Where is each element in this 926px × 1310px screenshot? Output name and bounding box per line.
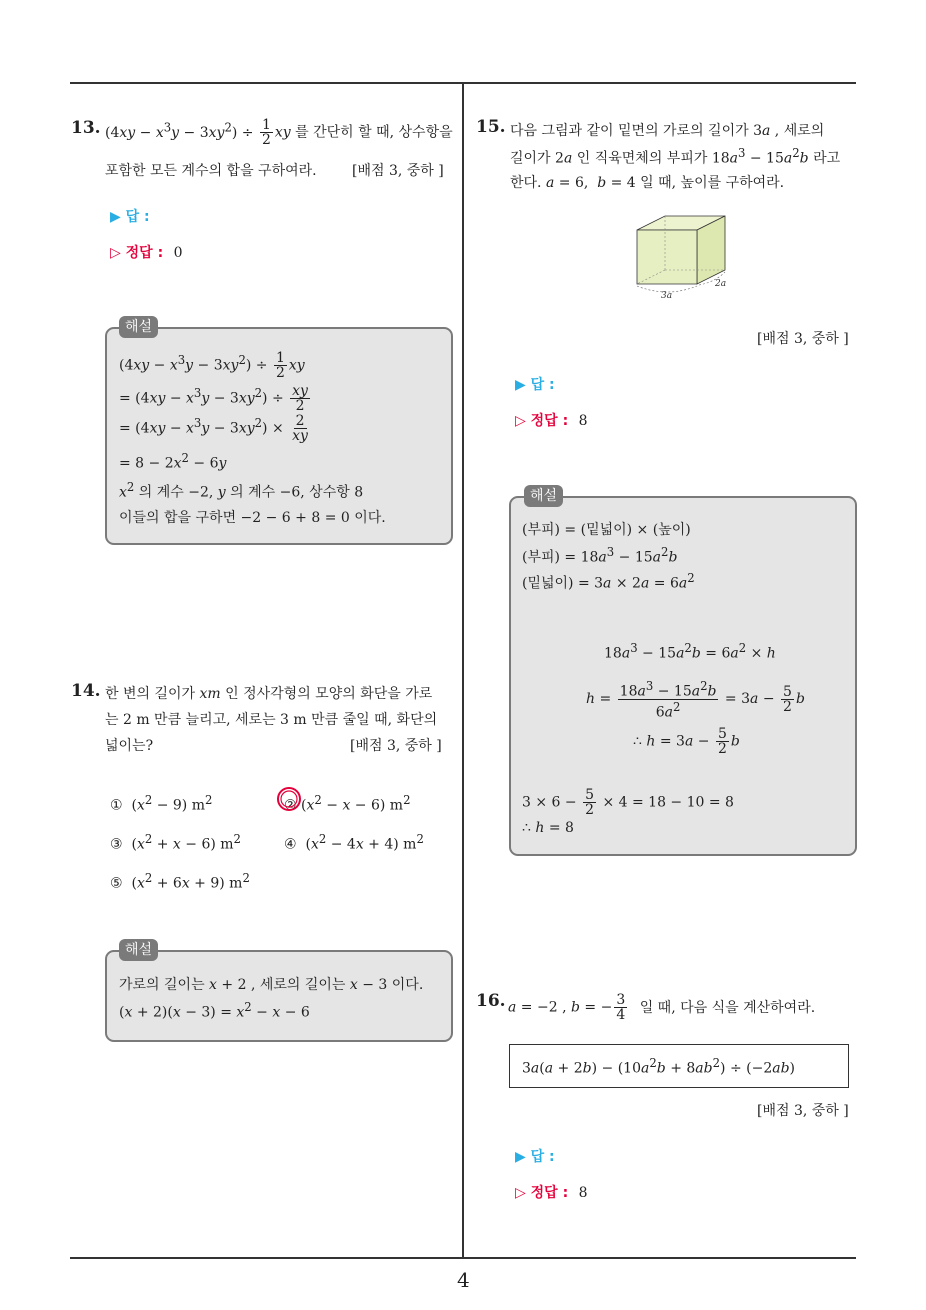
q15-sol-line4: $18a^3 - 15a^2b = 6a^2 \times h$: [604, 641, 776, 662]
fig-label-width: 3a: [661, 291, 673, 301]
q15-sol-line7: 3 × 6 − $\frac{5}{2}$ × 4 = 18 − 10 = 8: [522, 787, 734, 818]
q13-sol-line1: $(4xy - x^3y - 3xy^2)$ ÷ $\frac{1}{2}$ xy: [119, 350, 305, 381]
q13-sol-line2: = $(4xy - x^3y - 3xy^2)$ ÷ $\frac{xy}{2}$: [119, 383, 308, 414]
q15-score: [배점 3, 중하 ]: [757, 331, 849, 347]
q14-line3: 넓이는?: [105, 738, 154, 754]
q16-score: [배점 3, 중하 ]: [757, 1103, 849, 1119]
q13-sol-line3: = $(4xy - x^3y - 3xy^2)$ × $\frac{2}{xy}$: [119, 413, 308, 444]
q15-sol-line1: (부피) = (밑넓이) × (높이): [522, 522, 691, 538]
fig-label-depth: 2a: [715, 279, 727, 289]
q15-line2: 길이가 2a 인 직육면체의 부피가 $18a^3 - 15a^2b$ 라고: [510, 146, 841, 167]
q14-score: [배점 3, 중하 ]: [350, 738, 442, 754]
q16-correct: [515, 1182, 588, 1202]
q14-solution-tag: 해설: [119, 939, 158, 961]
q16-correct-value: 8: [578, 1185, 588, 1201]
q14-line1: 한 변의 길이가 xm 인 정사각형의 모양의 화단을 가로: [105, 686, 433, 702]
q15-line1: 다음 그림과 같이 밑면의 가로의 길이가 3a , 세로의: [510, 123, 825, 139]
q13-stem-line1: $(4xy - x^3y - 3xy^2)$ ÷ $\frac{1}{2}$ xy 를 간단히 할 때, 상수항을: [105, 117, 453, 148]
q14-choice-1[interactable]: ① $(x^2 - 9)$ $m^2$: [110, 793, 213, 814]
q14-line2: 는 2 m 만큼 늘리고, 세로는 3 m 만큼 줄일 때, 화단의: [105, 712, 438, 728]
q13-correct: [110, 242, 183, 262]
q16-stem: a = −2 , b = − $\frac{3}{4}$ 일 때, 다음 식을 계산하여라.: [508, 992, 816, 1023]
q16-number: 16.: [476, 991, 506, 1011]
q14-answer-circle: [274, 784, 304, 814]
q13-number: 13.: [71, 118, 101, 138]
q13-sol-line4: = $8 - 2x^2 - 6y$: [119, 451, 227, 472]
q14-choice-5[interactable]: ⑤ $(x^2 + 6x + 9)$ $m^2$: [110, 871, 250, 892]
q15-sol-line5: h = $\frac{18a^3 - 15a^2b}{6a^2}$ = 3a − $\frac{5}{2}$ b: [586, 679, 805, 721]
q13-answer-label: ▶ 답 :: [110, 209, 150, 225]
q15-correct: [515, 410, 588, 430]
q15-correct-value: 8: [578, 413, 588, 429]
q15-number: 15.: [476, 117, 506, 137]
q13-sol-line5: $x^2$ 의 계수 −2, y 의 계수 −6, 상수항 8: [119, 480, 364, 501]
correct-label: ▷ 정답 :: [515, 413, 569, 429]
q15-line3: 한다. a = 6, b = 4 일 때, 높이를 구하여라.: [510, 175, 785, 191]
correct-label: ▷ 정답 :: [110, 245, 164, 261]
q15-answer-label: ▶ 답 :: [515, 377, 555, 393]
q14-number: 14.: [71, 681, 101, 701]
q15-sol-line6: ∴ h = 3a − $\frac{5}{2}$ b: [633, 726, 740, 757]
q14-choice-2[interactable]: ② $(x^2 - x - 6)$ $m^2$: [284, 793, 411, 814]
q16-expression: $3a(a + 2b) - (10a^2b + 8ab^2) \div (-2ab)$: [522, 1056, 796, 1077]
q13-text-a: 를 간단히 할 때, 상수항을: [295, 124, 453, 141]
page-number: 4: [457, 1268, 470, 1292]
q14-solution-box: [105, 950, 453, 1042]
cuboid-figure: [625, 212, 745, 302]
q13-score: [배점 3, 중하 ]: [352, 163, 444, 179]
q15-sol-line2: (부피) = $18a^3 - 15a^2b$: [522, 545, 678, 566]
q14-sol-line2: $(x + 2)(x - 3) = x^2 - x - 6$: [119, 1000, 310, 1021]
q14-choice-3[interactable]: ③ $(x^2 + x - 6)$ $m^2$: [110, 832, 241, 853]
q13-sol-line6: 이들의 합을 구하면 −2 − 6 + 8 = 0 이다.: [119, 510, 386, 526]
q13-stem-line2: 포함한 모든 계수의 합을 구하여라.: [105, 163, 317, 179]
q15-sol-line8: ∴ h = 8: [522, 820, 574, 836]
q13-solution-tag: 해설: [119, 316, 158, 338]
q16-text: 일 때, 다음 식을 계산하여라.: [639, 999, 816, 1016]
q14-sol-line1: 가로의 길이는 x + 2 , 세로의 길이는 x − 3 이다.: [119, 977, 424, 993]
correct-label: ▷ 정답 :: [515, 1185, 569, 1201]
q14-choice-4[interactable]: ④ $(x^2 - 4x + 4)$ $m^2$: [284, 832, 424, 853]
column-divider: [462, 82, 464, 1258]
q15-solution-tag: 해설: [524, 485, 563, 507]
q13-correct-value: 0: [173, 245, 183, 261]
q15-sol-line3: (밑넓이) = $3a \times 2a = 6a^2$: [522, 571, 695, 592]
q16-answer-label: ▶ 답 :: [515, 1149, 555, 1165]
